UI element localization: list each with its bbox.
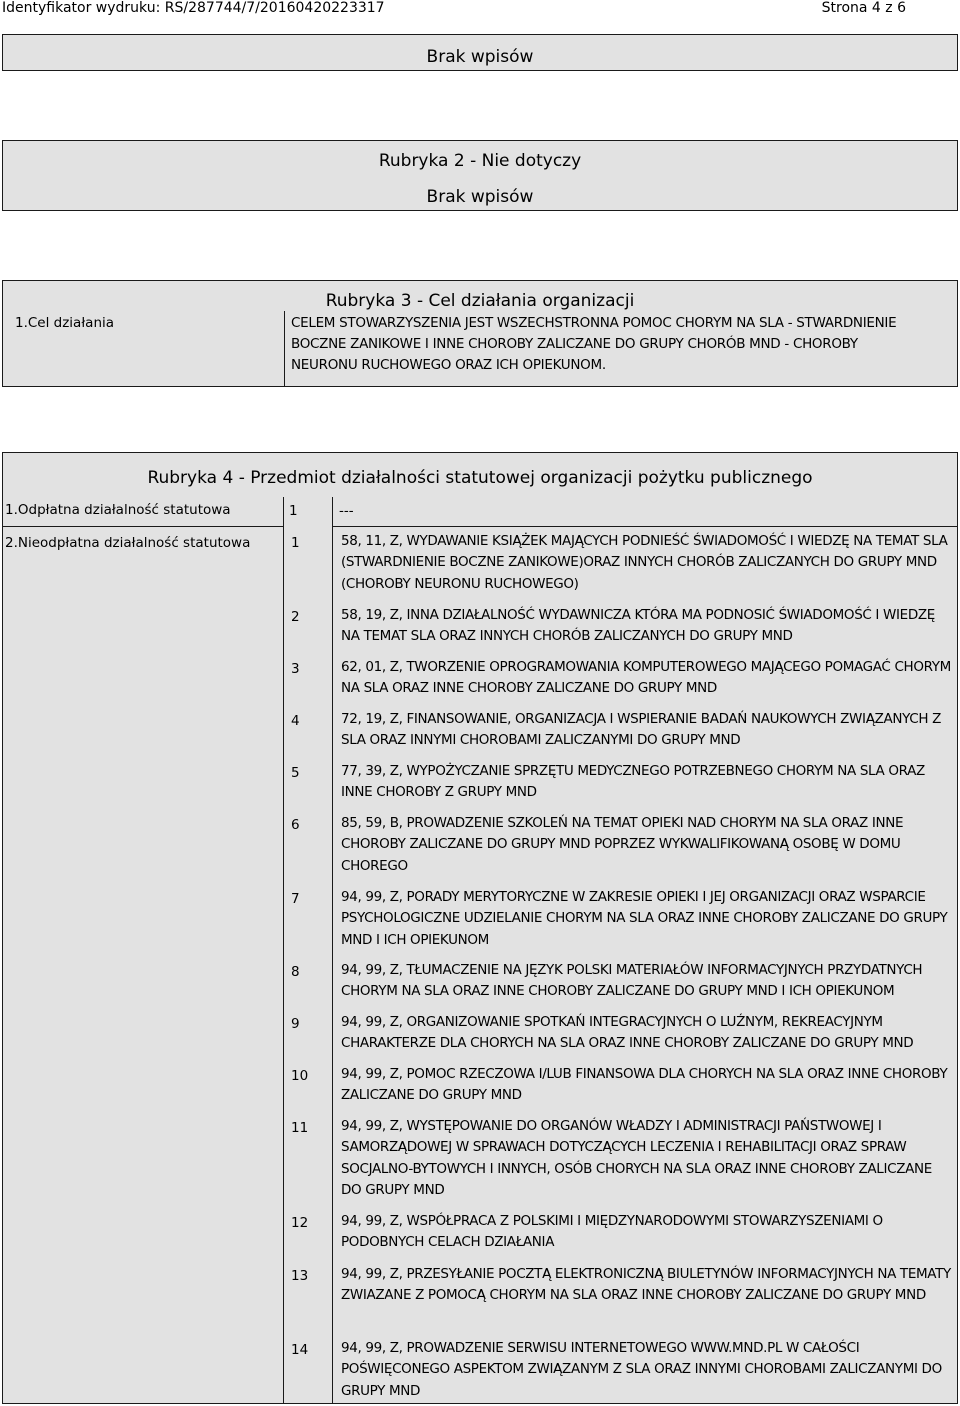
list-item-number: 10 — [291, 1068, 309, 1084]
section-2-empty: Brak wpisów — [426, 187, 534, 207]
paid-divider — [3, 526, 283, 527]
list-item-number: 3 — [291, 661, 300, 677]
list-item-number: 5 — [291, 765, 300, 781]
list-item-number: 12 — [291, 1215, 309, 1231]
list-item-number: 11 — [291, 1120, 309, 1136]
section-3-title: Rubryka 3 - Cel działania organizacji — [325, 291, 635, 311]
section-4-title: Rubryka 4 - Przedmiot działalności statutowej organizacji pożytku publicznego — [147, 468, 813, 488]
list-item: 58, 19, Z, INNA DZIAŁALNOŚĆ WYDAWNICZA KTÓRA MA PODNOSIĆ ŚWIADOMOŚĆ I WIEDZĘ NA TEMAT SLA ORAZ INNYCH CHORÓB ZALICZANYCH DO GRUPY MND — [341, 607, 935, 645]
list-item: 85, 59, B, PROWADZENIE SZKOLEŃ NA TEMAT OPIEKI NAD CHORYM NA SLA ORAZ INNE CHOROBY ZALICZANE DO GRUPY MND POPRZEZ WYKWALIFIKOWANĄ OSOBĘ W DOMU CHOREGO — [341, 815, 904, 874]
list-item: 77, 39, Z, WYPOŻYCZANIE SPRZĘTU MEDYCZNEGO POTRZEBNEGO CHORYM NA SLA ORAZ INNE CHOROBY Z GRUPY MND — [341, 763, 925, 801]
section-1-box — [2, 34, 958, 71]
section-3-divider — [284, 311, 285, 387]
list-item-number: 14 — [291, 1342, 309, 1358]
list-item-number: 1 — [291, 535, 300, 551]
list-item-number: 6 — [291, 817, 300, 833]
section-4-box — [2, 452, 958, 1404]
list-item-number: 2 — [291, 609, 300, 625]
list-item: 58, 11, Z, WYDAWANIE KSIĄŻEK MAJĄCYCH PODNIEŚĆ ŚWIADOMOŚĆ I WIEDZĘ NA TEMAT SLA (STWARDNIENIE BOCZNE ZANIKOWE)ORAZ INNYCH CHORÓB ZALICZANYCH DO GRUPY MND (CHOROBY NEURONU RUCHOWEGO) — [341, 533, 948, 592]
section-4-left-divider — [283, 497, 284, 1403]
unpaid-activity-label: 2.Nieodpłatna działalność statutowa — [5, 535, 251, 551]
paid-activity-value: --- — [339, 503, 354, 519]
list-item: 94, 99, Z, WSPÓŁPRACA Z POLSKIMI I MIĘDZYNARODOWYMI STOWARZYSZENIAMI O PODOBNYCH CELACH DZIAŁANIA — [341, 1213, 883, 1251]
paid-activity-number: 1 — [289, 503, 298, 519]
list-item: 94, 99, Z, PORADY MERYTORYCZNE W ZAKRESIE OPIEKI I JEJ ORGANIZACJI ORAZ WSPARCIE PSYCHOLOGICZNE UDZIELANIE CHORYM NA SLA ORAZ INNE CHOROBY ZALICZANE DO GRUPY MND I ICH OPIEKUNOM — [341, 889, 948, 948]
list-item: 62, 01, Z, TWORZENIE OPROGRAMOWANIA KOMPUTEROWEGO MAJĄCEGO POMAGAĆ CHORYM NA SLA ORAZ INNE CHOROBY ZALICZANE DO GRUPY MND — [341, 659, 951, 697]
list-item-number: 13 — [291, 1268, 309, 1284]
print-identifier: Identyfikator wydruku: RS/287744/7/20160420223317 — [2, 0, 385, 16]
list-item: 94, 99, Z, POMOC RZECZOWA I/LUB FINANSOWA DLA CHORYCH NA SLA ORAZ INNE CHOROBY ZALICZANE DO GRUPY MND — [341, 1066, 948, 1104]
page-number: Strona 4 z 6 — [821, 0, 906, 16]
list-item: 94, 99, Z, PRZESYŁANIE POCZTĄ ELEKTRONICZNĄ BIULETYNÓW INFORMACYJNYCH NA TEMATY ZWIAZANE Z POMOCĄ CHORYM NA SLA ORAZ INNE CHOROBY ZALICZANE DO GRUPY MND — [341, 1266, 951, 1304]
list-item-number: 8 — [291, 964, 300, 980]
list-item-number: 9 — [291, 1016, 300, 1032]
list-item: 94, 99, Z, TŁUMACZENIE NA JĘZYK POLSKI MATERIAŁÓW INFORMACYJNYCH PRZYDATNYCH CHORYM NA SLA ORAZ INNE CHOROBY ZALICZANE DO GRUPY MND I ICH OPIEKUNOM — [341, 962, 923, 1000]
section-2-box — [2, 140, 958, 211]
section-3-label: 1.Cel działania — [15, 315, 115, 331]
list-item: 94, 99, Z, ORGANIZOWANIE SPOTKAŃ INTEGRACYJNYCH O LUŹNYM, REKREACYJNYM CHARAKTERZE DLA CHORYCH NA SLA ORAZ INNE CHOROBY ZALICZANE DO GRUPY MND — [341, 1014, 914, 1052]
list-item: 94, 99, Z, WYSTĘPOWANIE DO ORGANÓW WŁADZY I ADMINISTRACJI PAŃSTWOWEJ I SAMORZĄDOWEJ W SPRAWACH DOTYCZĄCYCH LECZENIA I REHABILITACJI ORAZ SPRAW SOCJALNO-BYTOWYCH I INNYCH, OSÓB CHORYCH NA SLA ORAZ INNE CHOROBY ZALICZANE DO GRUPY MND — [341, 1118, 932, 1198]
section-2-title: Rubryka 2 - Nie dotyczy — [378, 151, 582, 171]
paid-divider-right — [332, 526, 957, 527]
section-3-box — [2, 280, 958, 387]
section-4-num-divider — [332, 497, 333, 1403]
print-header — [0, 0, 960, 18]
paid-activity-label: 1.Odpłatna działalność statutowa — [5, 502, 231, 518]
list-item: 72, 19, Z, FINANSOWANIE, ORGANIZACJA I WSPIERANIE BADAŃ NAUKOWYCH ZWIĄZANYCH Z SLA ORAZ INNYMI CHOROBAMI ZALICZANYMI DO GRUPY MND — [341, 711, 941, 749]
section-3-text: CELEM STOWARZYSZENIA JEST WSZECHSTRONNA POMOC CHORYM NA SLA - STWARDNIENIE BOCZNE ZANIKOWE I INNE CHOROBY ZALICZANE DO GRUPY CHORÓB MND - CHOROBY NEURONU RUCHOWEGO ORAZ ICH OPIEKUNOM. — [291, 315, 897, 373]
list-item: 94, 99, Z, PROWADZENIE SERWISU INTERNETOWEGO WWW.MND.PL W CAŁOŚCI POŚWIĘCONEGO ASPEKTOM ZWIĄZANYM Z SLA ORAZ INNYMI CHOROBAMI ZALICZANYMI DO GRUPY MND — [341, 1340, 942, 1399]
list-item-number: 4 — [291, 713, 300, 729]
section-1-empty: Brak wpisów — [426, 47, 534, 67]
list-item-number: 7 — [291, 891, 300, 907]
